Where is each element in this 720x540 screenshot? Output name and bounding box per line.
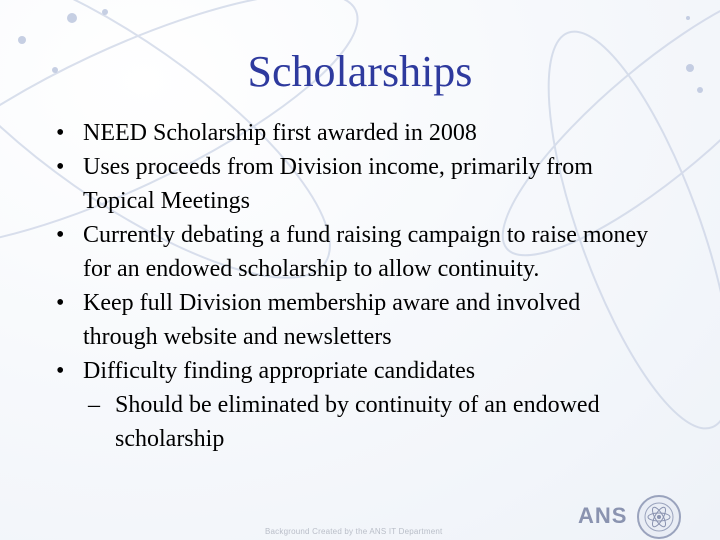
ans-logo: ANS [578,503,628,528]
bullet-text: Keep full Division membership aware and involved through website and newsletters [83,290,581,350]
bullet-glyph: • [56,120,65,146]
sub-bullet-glyph: – [88,392,100,418]
bullet-text: Uses proceeds from Division income, primarily from Topical Meetings [83,154,593,214]
sub-bullet-text: Should be eliminated by continuity of an endowed scholarship [115,392,600,452]
ans-seal-icon [636,494,682,540]
bullet-text: Currently debating a fund raising campaign to raise money for an endowed scholarship to allow continuity. [83,222,649,282]
bullet-item [50,116,660,150]
bullet-glyph: • [56,222,65,248]
bullet-glyph: • [56,290,65,316]
bullet-glyph: • [56,154,65,180]
bullet-text: NEED Scholarship first awarded in 2008 [83,120,477,146]
bullet-item [50,354,660,388]
background-credit: Background Created by the ANS IT Department [265,527,443,536]
bullet-text: Difficulty finding appropriate candidates [83,358,476,384]
slide-title: Scholarships [247,47,473,96]
bullet-item [50,286,660,354]
bullet-item [50,150,660,218]
bullet-list [50,116,660,456]
bullet-glyph: • [56,358,65,384]
sub-bullet-item [50,388,660,456]
bullet-item [50,218,660,286]
